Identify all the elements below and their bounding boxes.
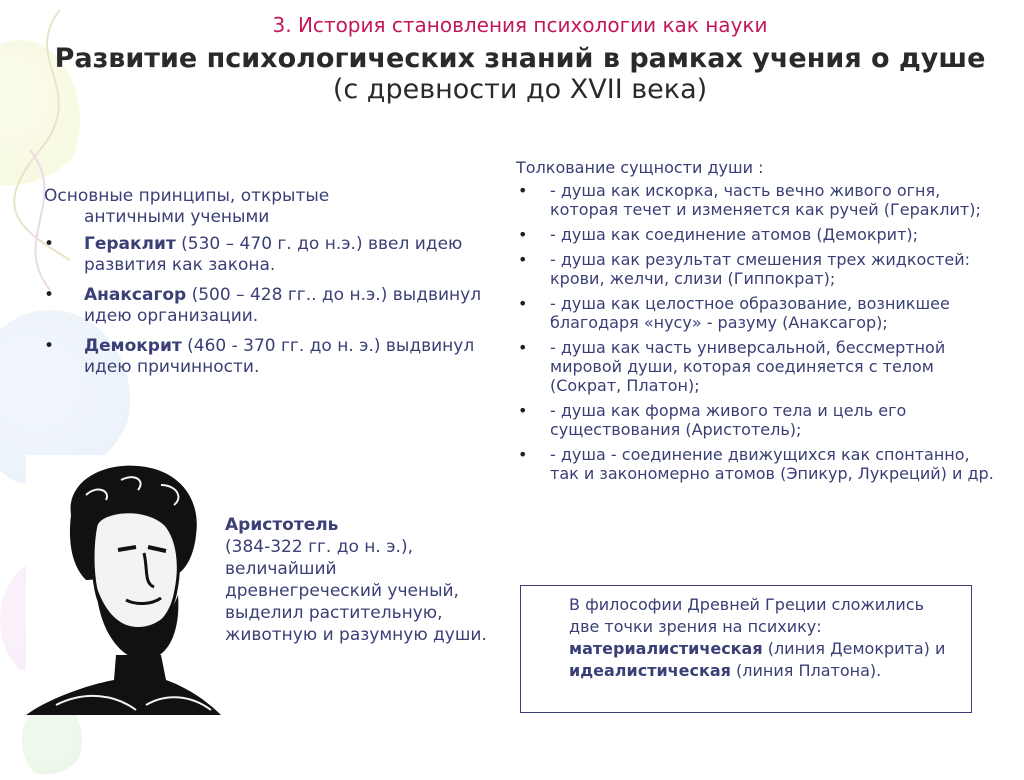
interpretation-text: - душа как искорка, часть вечно живого огня, которая течет и изменяется как ручей (Гераклит); bbox=[550, 181, 981, 219]
list-item bbox=[516, 250, 996, 288]
aristotle-description: (384-322 гг. до н. э.), величайший древнегреческий ученый, выделил растительную, животную и разумную души. bbox=[225, 537, 487, 645]
list-item bbox=[516, 338, 996, 395]
conclusion-text-part1: В философии Древней Греции сложились две точки зрения на психику: bbox=[569, 595, 925, 636]
aristotle-name: Аристотель bbox=[225, 515, 339, 535]
interpretations-heading: Толкование сущности души : bbox=[516, 158, 764, 177]
list-item bbox=[516, 225, 996, 244]
principle-text: (530 – 470 г. до н.э.) ввел идею развития как закона. bbox=[84, 234, 463, 275]
aristotle-caption bbox=[225, 514, 495, 646]
bullet-icon: • bbox=[518, 445, 528, 464]
principles-section bbox=[44, 186, 484, 387]
slide-title: Развитие психологических знаний в рамках учения о душе bbox=[54, 43, 986, 74]
bullet-icon: • bbox=[44, 234, 55, 254]
materialist-term: материалистическая bbox=[569, 639, 763, 658]
conclusion-text-part3: (линия Платона). bbox=[730, 661, 882, 680]
aristotle-portrait-image bbox=[26, 455, 221, 715]
principle-text: (460 - 370 гг. до н. э.) выдвинул идею причинности. bbox=[84, 336, 475, 377]
philosopher-name: Гераклит bbox=[84, 234, 176, 254]
interpretations-list bbox=[516, 181, 996, 483]
bullet-icon: • bbox=[518, 401, 528, 420]
list-item bbox=[44, 336, 484, 378]
idealist-term: идеалистическая bbox=[569, 661, 731, 680]
bullet-icon: • bbox=[44, 285, 55, 305]
principles-intro-line1: Основные принципы, открытые bbox=[44, 186, 330, 206]
interpretation-text: - душа как результат смешения трех жидкостей: крови, желчи, слизи (Гиппократ); bbox=[550, 250, 971, 288]
conclusion-box bbox=[520, 585, 972, 713]
bullet-icon: • bbox=[518, 225, 528, 244]
list-item bbox=[44, 234, 484, 276]
interpretation-text: - душа как часть универсальной, бессмертной мировой души, которая соединяется с телом (Сократ, Платон); bbox=[550, 338, 946, 395]
list-item bbox=[516, 294, 996, 332]
interpretation-text: - душа как соединение атомов (Демокрит); bbox=[550, 225, 919, 244]
list-item bbox=[516, 401, 996, 439]
bullet-icon: • bbox=[518, 181, 528, 200]
bullet-icon: • bbox=[518, 338, 528, 357]
slide-period: (с древности до XVII века) bbox=[332, 74, 708, 105]
philosopher-name: Демокрит bbox=[84, 336, 182, 356]
philosopher-name: Анаксагор bbox=[84, 285, 187, 305]
principles-intro bbox=[44, 186, 484, 228]
list-item bbox=[516, 181, 996, 219]
bullet-icon: • bbox=[518, 294, 528, 313]
interpretation-text: - душа - соединение движущихся как спонтанно, так и закономерно атомов (Эпикур, Лукреций) и др. bbox=[550, 445, 994, 483]
soul-interpretations-section bbox=[516, 158, 996, 489]
principles-list bbox=[44, 234, 484, 378]
list-item bbox=[44, 285, 484, 327]
interpretation-text: - душа как форма живого тела и цель его существования (Аристотель); bbox=[550, 401, 907, 439]
section-subtitle: 3. История становления психологии как науки bbox=[272, 13, 768, 37]
interpretation-text: - душа как целостное образование, возникшее благодаря «нусу» - разуму (Анаксагор); bbox=[550, 294, 950, 332]
slide-header bbox=[40, 12, 1000, 107]
principles-intro-line2: античными учеными bbox=[84, 207, 270, 227]
bullet-icon: • bbox=[44, 336, 55, 356]
list-item bbox=[516, 445, 996, 483]
principle-text: (500 – 428 гг.. до н.э.) выдвинул идею организации. bbox=[84, 285, 482, 326]
conclusion-text-part2: (линия Демокрита) и bbox=[762, 639, 946, 658]
bullet-icon: • bbox=[518, 250, 528, 269]
